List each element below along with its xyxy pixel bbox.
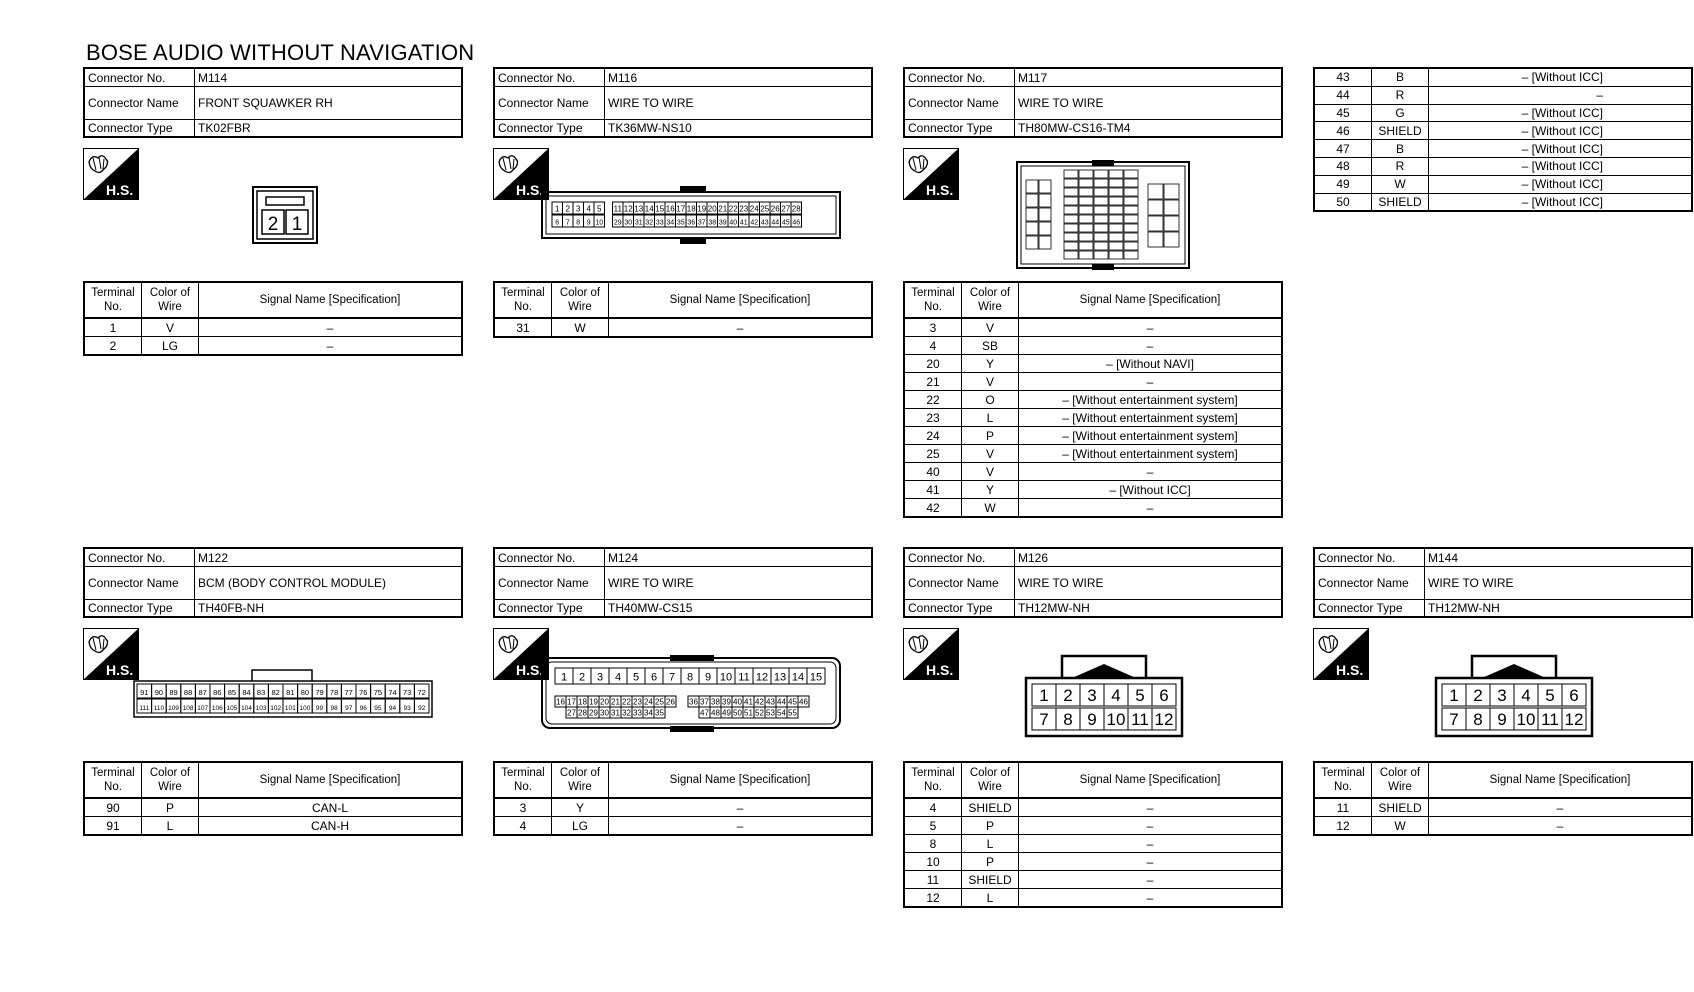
connector-name-value: FRONT SQUAWKER RH xyxy=(198,96,333,110)
pin-number: 111 xyxy=(139,704,150,712)
connector-info xyxy=(83,67,463,138)
table-row: 8 L – xyxy=(905,835,1281,853)
pin-number: 38 xyxy=(708,219,717,227)
pin-number: 19 xyxy=(697,204,707,214)
pin-number: 42 xyxy=(750,219,759,227)
table-row: 43 B – [Without ICC] xyxy=(1315,69,1691,87)
pin-number: 11 xyxy=(738,671,750,684)
pin-number: 14 xyxy=(644,204,654,214)
pin-number: 17 xyxy=(676,204,686,214)
table-row: 12 W – xyxy=(1315,817,1691,834)
color-header: Color of Wire xyxy=(142,283,199,317)
pin-number: 9 xyxy=(1497,710,1507,730)
pin-number: 35 xyxy=(655,708,664,718)
pin-number: 39 xyxy=(718,219,727,227)
pin-number: 22 xyxy=(728,204,738,214)
table-row: 1 V – xyxy=(85,319,461,337)
connector-face-m126 xyxy=(1022,652,1186,738)
pin-number: 40 xyxy=(729,219,738,227)
pin-number: 48 xyxy=(711,708,720,718)
pin-number: 80 xyxy=(300,687,310,697)
pin-number: 74 xyxy=(388,687,397,697)
table-row: 49 W – [Without ICC] xyxy=(1315,176,1691,194)
svg-text:H.S.: H.S. xyxy=(516,182,544,198)
pin-number: 11 xyxy=(1541,710,1559,730)
table-row: 2 LG – xyxy=(85,337,461,354)
table-row: 25 V – [Without entertainment system] xyxy=(905,445,1281,463)
connector-m144: Connector No. M144 Connector Name WIRE TO WIRE Connector Type TH12MW-NH xyxy=(1313,547,1693,618)
table-row: 44 R – xyxy=(1315,87,1691,105)
terminal-no-header: Terminal No. xyxy=(85,283,142,317)
pin-number: 18 xyxy=(686,204,696,214)
connector-face-m116 xyxy=(540,184,842,246)
pin-number: 7 xyxy=(565,219,570,227)
table-row: 42 W – xyxy=(905,499,1281,516)
pin-number: 8 xyxy=(1473,710,1483,730)
pin-number: 3 xyxy=(576,204,581,214)
pin-1: 1 xyxy=(291,214,303,235)
table-row: 20 Y – [Without NAVI] xyxy=(905,355,1281,373)
pin-number: 6 xyxy=(1569,686,1579,706)
pin-number: 15 xyxy=(655,204,665,214)
pin-number: 75 xyxy=(373,687,383,697)
pin-number: 32 xyxy=(622,708,631,718)
connector-type-label: Connector Type xyxy=(85,120,195,136)
hs-icon xyxy=(1313,628,1369,680)
connector-m124: Connector No. M124 Connector Name WIRE TO WIRE Connector Type TH40MW-CS15 xyxy=(493,547,873,618)
connector-face-m122 xyxy=(132,668,434,720)
pin-number: 96 xyxy=(359,704,367,712)
pin-number: 12 xyxy=(1154,710,1174,730)
pin-number: 13 xyxy=(634,204,644,214)
pin-number: 10 xyxy=(595,219,604,227)
pin-number: 11 xyxy=(613,204,622,214)
pin-number: 6 xyxy=(1159,686,1169,706)
table-row: 24 P – [Without entertainment system] xyxy=(905,427,1281,445)
pin-number: 20 xyxy=(707,204,717,214)
pin-number: 29 xyxy=(613,219,622,227)
pin-number: 44 xyxy=(771,219,780,227)
pin-number: 38 xyxy=(711,697,720,707)
pin-number: 90 xyxy=(154,687,164,697)
pin-number: 39 xyxy=(722,697,731,707)
pin-number: 105 xyxy=(226,704,238,712)
svg-text:H.S.: H.S. xyxy=(1336,662,1364,678)
pin-number: 4 xyxy=(614,671,622,684)
pin-number: 26 xyxy=(770,204,780,214)
pin-number: 52 xyxy=(755,708,764,718)
pin-number: 97 xyxy=(345,704,353,712)
pin-number: 55 xyxy=(788,708,797,718)
pin-number: 41 xyxy=(744,697,753,707)
pin-number: 27 xyxy=(781,204,791,214)
connector-no-value: M114 xyxy=(198,70,228,85)
pin-number: 36 xyxy=(687,219,696,227)
connector-m117: Connector No. M117 Connector Name WIRE TO WIRE Connector Type TH80MW-CS16-TM4 xyxy=(903,67,1283,138)
pin-number: 14 xyxy=(791,671,805,684)
pin-number: 6 xyxy=(555,219,560,227)
pin-number: 12 xyxy=(623,204,633,214)
terminal-table-m144: Terminal No. Color of Wire Signal Name [Specification] 11 SHIELD – 12 W – xyxy=(1313,761,1693,836)
pin-number: 89 xyxy=(169,687,178,697)
pin-number: 2 xyxy=(578,671,586,684)
pin-number: 54 xyxy=(777,708,786,718)
pin-number: 87 xyxy=(198,687,207,697)
connector-face-m144 xyxy=(1432,652,1596,738)
terminal-table-m122: Terminal No. Color of Wire Signal Name [Specification] 90 P CAN-L 91 L CAN-H xyxy=(83,761,463,836)
pin-number: 37 xyxy=(697,219,706,227)
pin-number: 50 xyxy=(733,708,742,718)
pin-number: 18 xyxy=(578,697,587,707)
pin-number: 83 xyxy=(256,687,266,697)
table-row: 46 SHIELD – [Without ICC] xyxy=(1315,122,1691,140)
pin-number: 3 xyxy=(1087,686,1097,706)
pin-number: 23 xyxy=(633,697,642,707)
table-row: 23 L – [Without entertainment system] xyxy=(905,409,1281,427)
pin-number: 94 xyxy=(388,704,397,712)
table-row: 3 V – xyxy=(905,319,1281,337)
connector-face-m117 xyxy=(1016,160,1190,270)
table-row: 41 Y – [Without ICC] xyxy=(905,481,1281,499)
pin-number: 41 xyxy=(739,219,748,227)
pin-number: 45 xyxy=(781,219,790,227)
pin-number: 103 xyxy=(255,704,267,712)
pin-number: 3 xyxy=(596,671,604,684)
pin-number: 8 xyxy=(686,671,694,684)
table-row: 31 W – xyxy=(495,319,871,336)
pin-number: 7 xyxy=(668,671,676,684)
pin-number: 104 xyxy=(241,704,252,712)
pin-number: 36 xyxy=(689,697,698,707)
terminal-table-m116: Terminal No. Color of Wire Signal Name [Specification] 31 W – xyxy=(493,281,873,338)
connector-no-label: Connector No. xyxy=(85,69,195,86)
pin-number: 29 xyxy=(589,708,598,718)
pin-number: 46 xyxy=(799,697,808,707)
pin-number: 37 xyxy=(700,697,709,707)
pin-number: 34 xyxy=(644,708,653,718)
pin-number: 47 xyxy=(700,708,709,718)
hs-icon xyxy=(83,148,139,200)
pin-number: 79 xyxy=(315,687,324,697)
pin-number: 110 xyxy=(153,704,165,712)
table-row: 4 SB – xyxy=(905,337,1281,355)
pin-number: 53 xyxy=(766,708,775,718)
table-row: 22 O – [Without entertainment system] xyxy=(905,391,1281,409)
hs-label: H.S. xyxy=(106,182,134,198)
pin-number: 2 xyxy=(565,204,570,214)
pin-number: 10 xyxy=(1106,710,1126,730)
pin-number: 27 xyxy=(567,708,576,718)
pin-number: 40 xyxy=(733,697,742,707)
pin-number: 108 xyxy=(182,704,194,712)
pin-number: 16 xyxy=(556,697,565,707)
svg-text:H.S.: H.S. xyxy=(926,662,954,678)
pin-number: 8 xyxy=(576,219,581,227)
pin-number: 81 xyxy=(286,687,295,697)
pin-number: 77 xyxy=(344,687,353,697)
pin-number: 30 xyxy=(600,708,609,718)
pin-number: 82 xyxy=(271,687,280,697)
pin-number: 7 xyxy=(1449,710,1459,730)
page-title: BOSE AUDIO WITHOUT NAVIGATION xyxy=(86,40,475,65)
connector-m126: Connector No. M126 Connector Name WIRE TO WIRE Connector Type TH12MW-NH xyxy=(903,547,1283,618)
pin-number: 8 xyxy=(1063,710,1073,730)
pin-number: 5 xyxy=(1545,686,1555,706)
pin-number: 1 xyxy=(1449,686,1459,706)
pin-number: 21 xyxy=(611,697,620,707)
pin-number: 92 xyxy=(418,704,426,712)
pin-number: 19 xyxy=(589,697,598,707)
pin-number: 72 xyxy=(417,687,426,697)
pin-number: 30 xyxy=(624,219,633,227)
pin-number: 7 xyxy=(1039,710,1049,730)
hs-icon xyxy=(903,628,959,680)
pin-number: 11 xyxy=(1131,710,1149,730)
pin-number: 34 xyxy=(666,219,675,227)
table-row: 4 SHIELD – xyxy=(905,799,1281,817)
pin-number: 5 xyxy=(632,671,640,684)
pin-number: 31 xyxy=(611,708,620,718)
pin-number: 33 xyxy=(633,708,642,718)
pin-number: 32 xyxy=(645,219,654,227)
pin-number: 10 xyxy=(719,671,733,684)
connector-m116: Connector No. M116 Connector Name WIRE TO WIRE Connector Type TK36MW-NS10 xyxy=(493,67,873,138)
pin-number: 28 xyxy=(578,708,587,718)
pin-number: 15 xyxy=(809,671,823,684)
pin-number: 21 xyxy=(718,204,728,214)
pin-number: 10 xyxy=(1516,710,1536,730)
pin-number: 4 xyxy=(586,204,591,214)
pin-number: 51 xyxy=(744,708,753,718)
table-row: 11 SHIELD – xyxy=(905,871,1281,889)
pin-number: 109 xyxy=(168,704,179,712)
pin-number: 24 xyxy=(644,697,653,707)
pin-number: 3 xyxy=(1497,686,1507,706)
pin-number: 13 xyxy=(773,671,787,684)
pin-number: 22 xyxy=(622,697,631,707)
hs-icon xyxy=(903,148,959,200)
pin-number: 101 xyxy=(284,704,296,712)
pin-number: 24 xyxy=(749,204,759,214)
table-row: 91 L CAN-H xyxy=(85,817,461,834)
connector-name-label: Connector Name xyxy=(85,87,195,119)
table-row: 4 LG – xyxy=(495,817,871,834)
pin-number: 35 xyxy=(676,219,685,227)
pin-number: 107 xyxy=(197,704,209,712)
terminal-table-m114 xyxy=(83,281,463,356)
pin-number: 2 xyxy=(1473,686,1483,706)
pin-number: 76 xyxy=(359,687,368,697)
pin-number: 100 xyxy=(299,704,311,712)
table-row: 47 B – [Without ICC] xyxy=(1315,140,1691,158)
pin-number: 16 xyxy=(665,204,675,214)
pin-number: 25 xyxy=(655,697,664,707)
pin-number: 1 xyxy=(1039,686,1049,706)
pin-number: 12 xyxy=(1564,710,1584,730)
pin-number: 102 xyxy=(270,704,282,712)
pin-number: 99 xyxy=(315,704,324,712)
table-row: 21 V – xyxy=(905,373,1281,391)
table-row: 10 P – xyxy=(905,853,1281,871)
table-row: 90 P CAN-L xyxy=(85,799,461,817)
svg-text:H.S.: H.S. xyxy=(106,662,134,678)
pin-number: 1 xyxy=(555,204,560,214)
terminal-table-m124: Terminal No. Color of Wire Signal Name [Specification] 3 Y – 4 LG – xyxy=(493,761,873,836)
signal-header: Signal Name [Specification] xyxy=(259,294,401,306)
pin-number: 26 xyxy=(666,697,675,707)
pin-number: 88 xyxy=(183,687,193,697)
pin-number: 5 xyxy=(1135,686,1145,706)
pin-number: 106 xyxy=(211,704,223,712)
pin-number: 46 xyxy=(792,219,801,227)
pin-number: 95 xyxy=(374,704,382,712)
pin-number: 43 xyxy=(766,697,775,707)
pin-number: 4 xyxy=(1111,686,1121,706)
pin-number: 44 xyxy=(777,697,786,707)
pin-number: 42 xyxy=(755,697,764,707)
connector-m122: Connector No. M122 Connector Name BCM (BODY CONTROL MODULE) Connector Type TH40FB-NH xyxy=(83,547,463,618)
terminal-table-m126: Terminal No. Color of Wire Signal Name [Specification] 4 SHIELD – 5 P – 8 L – 10 P – 11 SHIELD – 12 L – xyxy=(903,761,1283,908)
pin-number: 43 xyxy=(760,219,769,227)
pin-number: 86 xyxy=(213,687,222,697)
pin-number: 91 xyxy=(140,687,149,697)
connector-type-value: TK02FBR xyxy=(198,121,251,135)
pin-number: 33 xyxy=(655,219,664,227)
pin-number: 98 xyxy=(330,704,338,712)
pin-number: 93 xyxy=(403,704,411,712)
pin-number: 31 xyxy=(634,219,643,227)
hs-icon xyxy=(83,628,139,680)
pin-number: 5 xyxy=(597,204,602,214)
pin-number: 6 xyxy=(650,671,658,684)
pin-number: 78 xyxy=(329,687,339,697)
pin-number: 25 xyxy=(760,204,770,214)
table-row: 40 V – xyxy=(905,463,1281,481)
pin-number: 9 xyxy=(586,219,591,227)
pin-number: 9 xyxy=(704,671,712,684)
table-row: 45 G – [Without ICC] xyxy=(1315,105,1691,123)
pin-number: 84 xyxy=(242,687,251,697)
pin-2: 2 xyxy=(267,214,279,235)
terminal-table-m117-continued xyxy=(1313,67,1693,212)
pin-number: 1 xyxy=(560,671,568,684)
pin-number: 45 xyxy=(788,697,797,707)
pin-number: 85 xyxy=(227,687,237,697)
connector-face-m114 xyxy=(252,186,318,244)
table-row: 3 Y – xyxy=(495,799,871,817)
pin-number: 9 xyxy=(1087,710,1097,730)
connector-face-m124 xyxy=(540,652,842,732)
pin-number: 2 xyxy=(1063,686,1073,706)
connector-m114 xyxy=(83,67,463,138)
pin-number: 17 xyxy=(567,697,576,707)
table-row: 11 SHIELD – xyxy=(1315,799,1691,817)
pin-number: 49 xyxy=(722,708,731,718)
pin-number: 20 xyxy=(600,697,609,707)
table-row: 48 R – [Without ICC] xyxy=(1315,158,1691,176)
pin-number: 12 xyxy=(755,671,769,684)
svg-text:H.S.: H.S. xyxy=(516,662,544,678)
table-row: 5 P – xyxy=(905,817,1281,835)
table-row: 50 SHIELD – [Without ICC] xyxy=(1315,194,1691,211)
pin-number: 73 xyxy=(402,687,412,697)
terminal-table-m117: Terminal No. Color of Wire Signal Name [Specification] 3 V – 4 SB – 20 Y – [Without NAVI] 21 V – 22 O – [Without entertainment system] 23 L – [Without entertainment system] 24 P – [Without entertainment system] 25 V – [Without entertainment system] 40 V – 41 Y – [Without ICC] 42 W – xyxy=(903,281,1283,518)
pin-number: 4 xyxy=(1521,686,1531,706)
pin-number: 23 xyxy=(739,204,749,214)
table-row: 12 L – xyxy=(905,889,1281,906)
pin-number: 28 xyxy=(791,204,801,214)
svg-text:H.S.: H.S. xyxy=(926,182,954,198)
